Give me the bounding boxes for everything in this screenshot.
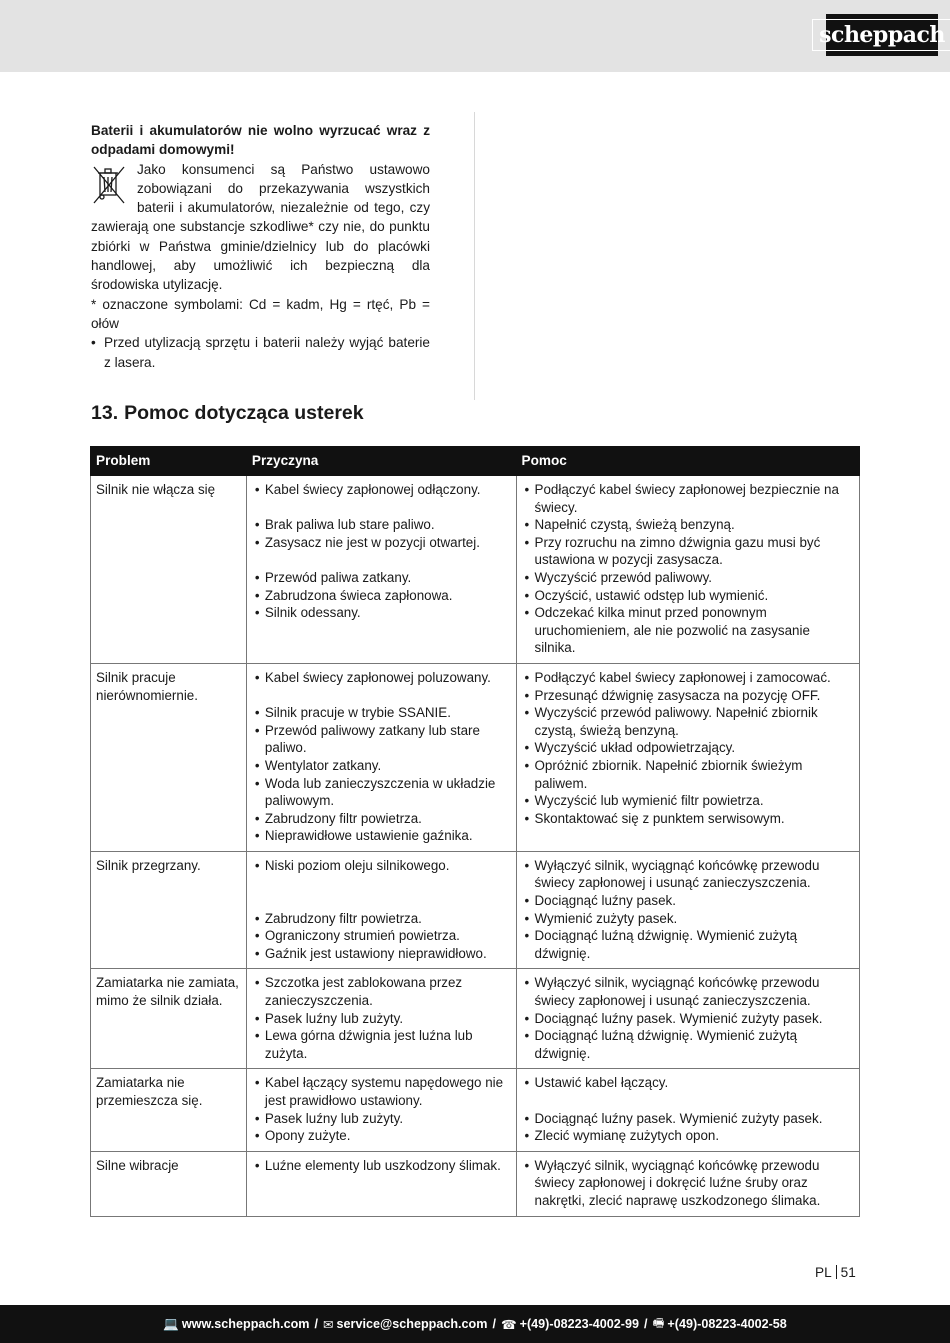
cause-item: • Lewa górna dźwignia jest luźna lub zużyta. xyxy=(252,1027,511,1062)
remedy-item: • Opróżnić zbiornik. Napełnić zbiornik świeżym paliwem. xyxy=(522,757,854,792)
table-row xyxy=(91,1069,860,1151)
remedy-cell xyxy=(516,969,859,1069)
cause-cell xyxy=(246,851,516,969)
cause-item: • Silnik pracuje w trybie SSANIE. xyxy=(252,704,511,722)
cause-item: • Przewód paliwa zatkany. xyxy=(252,569,511,587)
cause-cell xyxy=(246,476,516,664)
list-spacer xyxy=(252,874,511,892)
list-spacer xyxy=(252,499,511,517)
remedy-item: • Wyczyścić przewód paliwowy. Napełnić zbiornik czystą, świeżą benzyną. xyxy=(522,704,854,739)
remedy-item: • Wymienić zużyty pasek. xyxy=(522,910,854,928)
crossed-bin-icon xyxy=(91,160,129,208)
remedy-item: • Zlecić wymianę zużytych opon. xyxy=(522,1127,854,1145)
cause-item: • Kabel świecy zapłonowej poluzowany. xyxy=(252,669,511,687)
table-header-row xyxy=(91,447,860,476)
cause-item: • Wentylator zatkany. xyxy=(252,757,511,775)
footer-website[interactable]: www.scheppach.com xyxy=(181,1317,310,1331)
header-remedy: Pomoc xyxy=(516,447,859,476)
cause-item: • Niski poziom oleju silnikowego. xyxy=(252,857,511,875)
column-divider xyxy=(474,112,475,400)
cause-item: • Luźne elementy lub uszkodzony ślimak. xyxy=(252,1157,511,1175)
remedy-item: • Odczekać kilka minut przed ponownym uruchomieniem, ale nie pozwolić na zasysanie silnika. xyxy=(522,604,854,657)
problem-cell: Silnik pracuje nierównomiernie. xyxy=(91,663,247,851)
header-cause: Przyczyna xyxy=(246,447,516,476)
cause-item: • Brak paliwa lub stare paliwo. xyxy=(252,516,511,534)
remedy-item: • Skontaktować się z punktem serwisowym. xyxy=(522,810,854,828)
cause-item: • Kabel świecy zapłonowej odłączony. xyxy=(252,481,511,499)
battery-warning: Baterii i akumulatorów nie wolno wyrzucać wraz z odpadami domowymi! xyxy=(91,123,430,158)
troubleshooting-table xyxy=(90,446,860,1217)
footer-phone: +(49)-08223-4002-99 xyxy=(519,1317,640,1331)
cause-item: • Zabrudzony filtr powietrza. xyxy=(252,910,511,928)
remedy-cell xyxy=(516,663,859,851)
battery-disposal-notice xyxy=(91,121,430,372)
remedy-cell xyxy=(516,476,859,664)
table-row xyxy=(91,663,860,851)
list-spacer xyxy=(252,551,511,569)
cause-item: • Opony zużyte. xyxy=(252,1127,511,1145)
list-spacer xyxy=(252,687,511,705)
page-number: PL 51 xyxy=(815,1265,856,1280)
remedy-item: • Wyłączyć silnik, wyciągnąć końcówkę przewodu świecy zapłonowej i usunąć zanieczyszczenia. xyxy=(522,974,854,1009)
footer-fax: +(49)-08223-4002-58 xyxy=(667,1317,787,1331)
remedy-cell xyxy=(516,1069,859,1151)
battery-bullet: • Przed utylizacją sprzętu i baterii należy wyjąć baterie z lasera. xyxy=(91,333,430,372)
problem-cell: Zamiatarka nie zamiata, mimo że silnik działa. xyxy=(91,969,247,1069)
footer-bar: 💻 www.scheppach.com / ✉ service@scheppach.com / ☎ +(49)-08223-4002-99 / 🖷 +(49)-08223-4002-58 xyxy=(0,1305,950,1343)
cause-item: • Silnik odessany. xyxy=(252,604,511,622)
problem-cell: Silnik przegrzany. xyxy=(91,851,247,969)
remedy-item: • Wyczyścić lub wymienić filtr powietrza. xyxy=(522,792,854,810)
cause-item: • Zabrudzony filtr powietrza. xyxy=(252,810,511,828)
list-spacer xyxy=(252,892,511,910)
cause-item: • Zabrudzona świeca zapłonowa. xyxy=(252,587,511,605)
remedy-item: • Wyczyścić układ odpowietrzający. xyxy=(522,739,854,757)
remedy-item: • Wyłączyć silnik, wyciągnąć końcówkę przewodu świecy zapłonowej i dokręcić luźne śruby oraz nakrętki, zlecić naprawę uszkodzonego ślimaka. xyxy=(522,1157,854,1210)
cause-item: • Woda lub zanieczyszczenia w układzie paliwowym. xyxy=(252,775,511,810)
battery-symbols-note: * oznaczone symbolami: Cd = kadm, Hg = rtęć, Pb = ołów xyxy=(91,296,430,331)
remedy-item: • Dociągnąć luźny pasek. Wymienić zużyty pasek. xyxy=(522,1010,854,1028)
cause-cell xyxy=(246,1151,516,1216)
remedy-cell xyxy=(516,1151,859,1216)
problem-cell: Zamiatarka nie przemieszcza się. xyxy=(91,1069,247,1151)
remedy-item: • Dociągnąć luźny pasek. Wymienić zużyty pasek. xyxy=(522,1110,854,1128)
footer-email[interactable]: service@scheppach.com xyxy=(336,1317,488,1331)
remedy-item: • Dociągnąć luźną dźwignię. Wymienić zużytą dźwignię. xyxy=(522,1027,854,1062)
header-bar xyxy=(0,0,950,72)
cause-item: • Pasek luźny lub zużyty. xyxy=(252,1010,511,1028)
table-row xyxy=(91,1151,860,1216)
cause-item: • Gaźnik jest ustawiony nieprawidłowo. xyxy=(252,945,511,963)
cause-cell xyxy=(246,969,516,1069)
brand-logo: scheppach xyxy=(826,14,938,56)
cause-item: • Szczotka jest zablokowana przez zanieczyszczenia. xyxy=(252,974,511,1009)
remedy-item: • Przesunąć dźwignię zasysacza na pozycję OFF. xyxy=(522,687,854,705)
table-row xyxy=(91,969,860,1069)
problem-cell: Silnik nie włącza się xyxy=(91,476,247,664)
phone-icon: ☎ xyxy=(500,1317,517,1332)
cause-item: • Nieprawidłowe ustawienie gaźnika. xyxy=(252,827,511,845)
fax-icon: 🖷 xyxy=(652,1315,665,1330)
remedy-item: • Oczyścić, ustawić odstęp lub wymienić. xyxy=(522,587,854,605)
remedy-item: • Przy rozruchu na zimno dźwignia gazu musi być ustawiona w pozycji zasysacza. xyxy=(522,534,854,569)
header-problem: Problem xyxy=(91,447,247,476)
remedy-item: • Dociągnąć luźną dźwignię. Wymienić zużytą dźwignię. xyxy=(522,927,854,962)
cause-item: • Zasysacz nie jest w pozycji otwartej. xyxy=(252,534,511,552)
remedy-item: • Wyłączyć silnik, wyciągnąć końcówkę przewodu świecy zapłonowej i usunąć zanieczyszczenia. xyxy=(522,857,854,892)
remedy-item: • Napełnić czystą, świeżą benzyną. xyxy=(522,516,854,534)
cause-item: • Przewód paliwowy zatkany lub stare paliwo. xyxy=(252,722,511,757)
cause-item: • Kabel łączący systemu napędowego nie jest prawidłowo ustawiony. xyxy=(252,1074,511,1109)
computer-icon: 💻 xyxy=(163,1316,179,1331)
mail-icon: ✉ xyxy=(322,1317,334,1332)
remedy-item: • Dociągnąć luźny pasek. xyxy=(522,892,854,910)
cause-cell xyxy=(246,1069,516,1151)
remedy-item: • Podłączyć kabel świecy zapłonowej i zamocować. xyxy=(522,669,854,687)
cause-item: • Ograniczony strumień powietrza. xyxy=(252,927,511,945)
battery-body: Jako konsumenci są Państwo ustawowo zobowiązani do przekazywania wszystkich baterii i akumulatorów, niezależnie od tego, czy zawierają one substancje szkodliwe* czy nie, do punktu zbiórki w Państwa gminie/dzielnicy lub do placówki handlowej, aby umożliwić ich bezpieczną dla środowiska utylizację. xyxy=(91,161,430,293)
cause-cell xyxy=(246,663,516,851)
table-row xyxy=(91,476,860,664)
section-title: 13. Pomoc dotycząca usterek xyxy=(91,402,364,424)
table-row xyxy=(91,851,860,969)
remedy-item: • Wyczyścić przewód paliwowy. xyxy=(522,569,854,587)
remedy-item: • Ustawić kabel łączący. xyxy=(522,1074,854,1092)
remedy-cell xyxy=(516,851,859,969)
remedy-item: • Podłączyć kabel świecy zapłonowej bezpiecznie na świecy. xyxy=(522,481,854,516)
list-spacer xyxy=(522,1092,854,1110)
page-number-separator xyxy=(836,1265,837,1279)
problem-cell: Silne wibracje xyxy=(91,1151,247,1216)
cause-item: • Pasek luźny lub zużyty. xyxy=(252,1110,511,1128)
